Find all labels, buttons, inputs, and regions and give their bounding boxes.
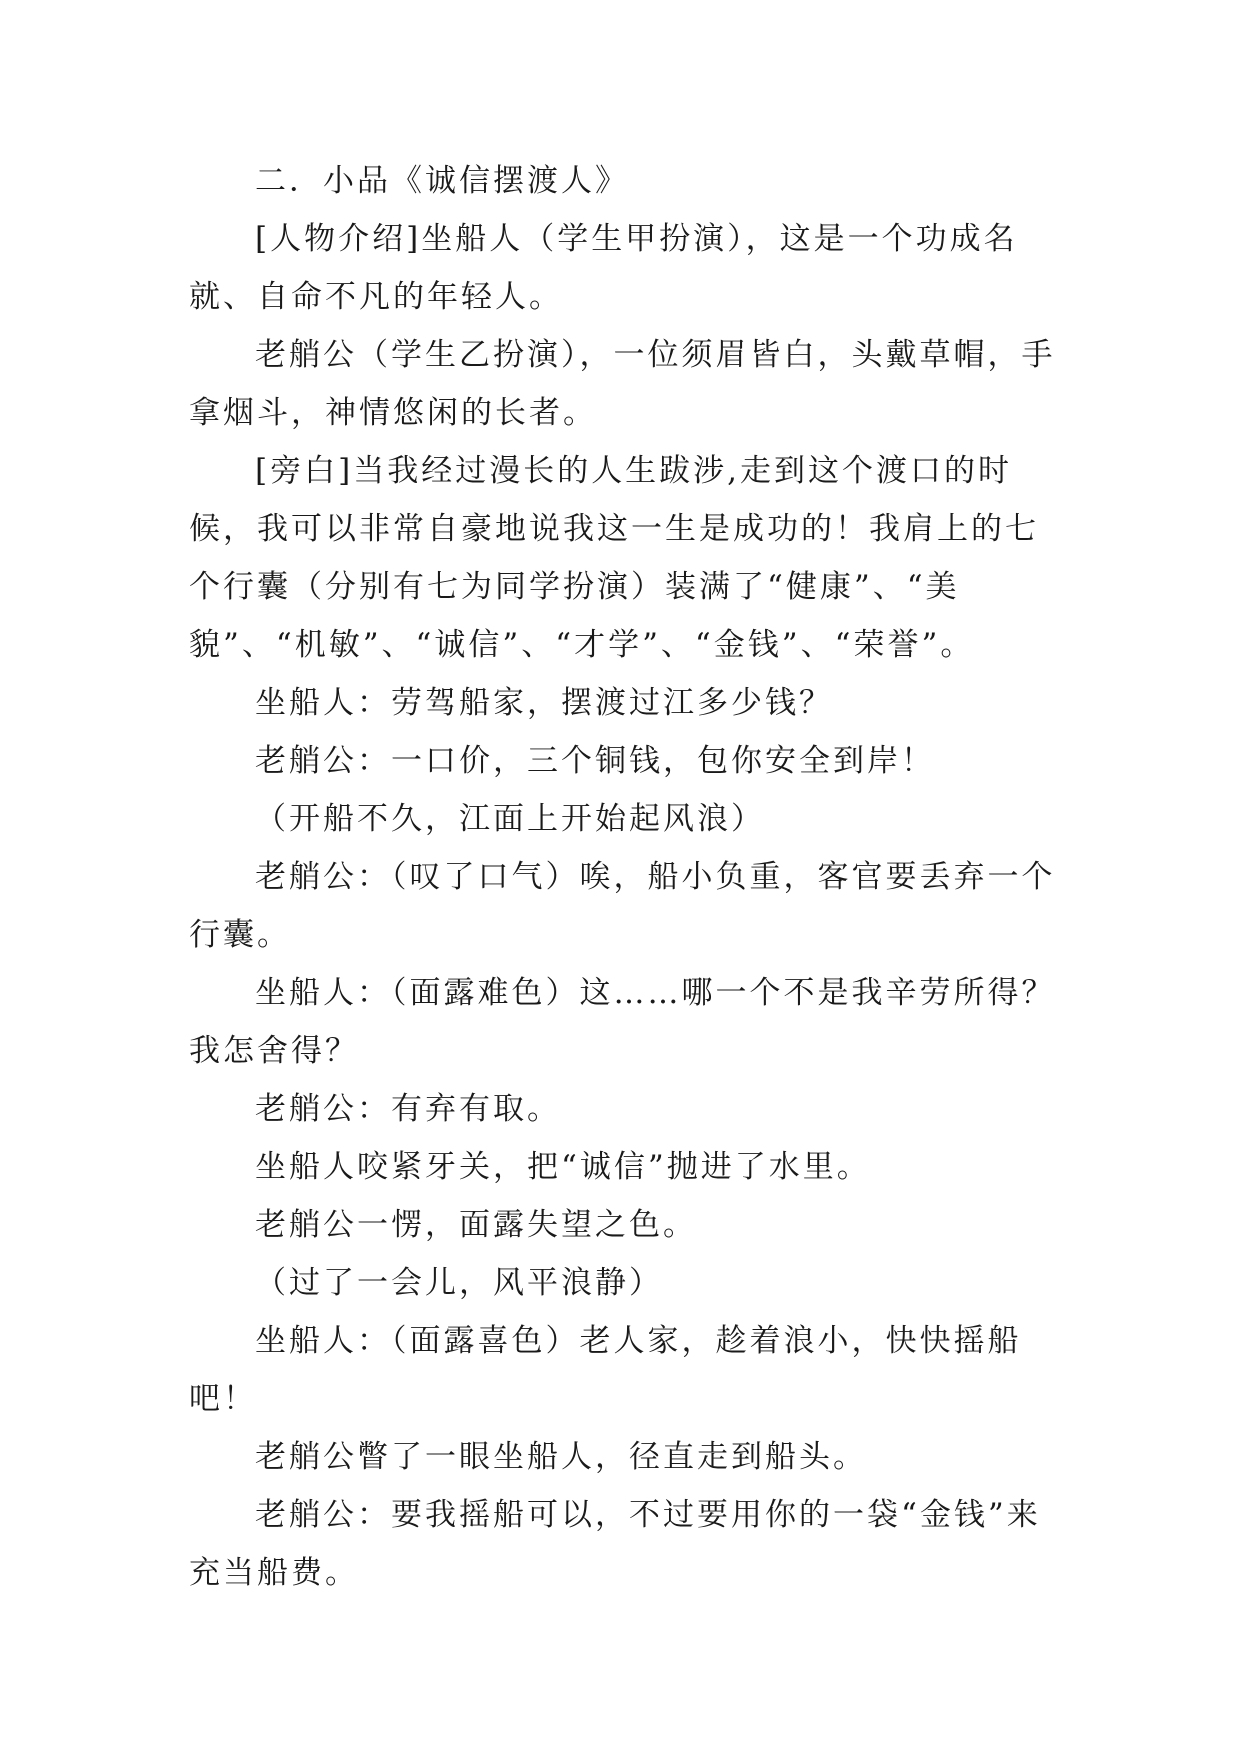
action-line: 老艄公瞥了一眼坐船人，径直走到船头。 xyxy=(255,1439,867,1475)
dialogue-line: 老艄公：一口价，三个铜钱，包你安全到岸！ xyxy=(255,743,935,779)
dialogue-line: 老艄公：有弃有取。 xyxy=(255,1091,561,1127)
stage-direction: （过了一会儿，风平浪静） xyxy=(255,1265,663,1301)
dialogue-line: 坐船人：劳驾船家，摆渡过江多少钱？ xyxy=(255,685,833,721)
action-line: 老艄公一愣，面露失望之色。 xyxy=(255,1207,697,1243)
document-body xyxy=(189,152,1069,1602)
action-line: 坐船人咬紧牙关，把“诚信”抛进了水里。 xyxy=(255,1149,871,1185)
stage-direction: （开船不久，江面上开始起风浪） xyxy=(255,801,765,837)
narration-paragraph: [旁白]当我经过漫长的人生跋涉,走到这个渡口的时候，我可以非常自豪地说我这一生是成功的！我肩上的七个行囊（分别有七为同学扮演）装满了“健康”、“美貌”、“机敏”、“诚信”、“才学”、“金钱”、“荣誉”。 xyxy=(189,453,1039,663)
dialogue-line: 老艄公：（叹了口气）唉，船小负重，客官要丢弃一个行囊。 xyxy=(189,859,1056,953)
dialogue-line: 坐船人：（面露喜色）老人家，趁着浪小，快快摇船吧！ xyxy=(189,1323,1022,1417)
dialogue-line: 老艄公：要我摇船可以，不过要用你的一袋“金钱”来充当船费。 xyxy=(189,1497,1041,1591)
character-intro-paragraph: 老艄公（学生乙扮演），一位须眉皆白，头戴草帽，手拿烟斗，神情悠闲的长者。 xyxy=(189,337,1056,431)
dialogue-line: 坐船人：（面露难色）这……哪一个不是我辛劳所得？我怎舍得？ xyxy=(189,975,1056,1069)
character-intro-paragraph: [人物介绍]坐船人（学生甲扮演），这是一个功成名就、自命不凡的年轻人。 xyxy=(189,221,1018,315)
section-title: 二．小品《诚信摆渡人》 xyxy=(255,163,629,199)
